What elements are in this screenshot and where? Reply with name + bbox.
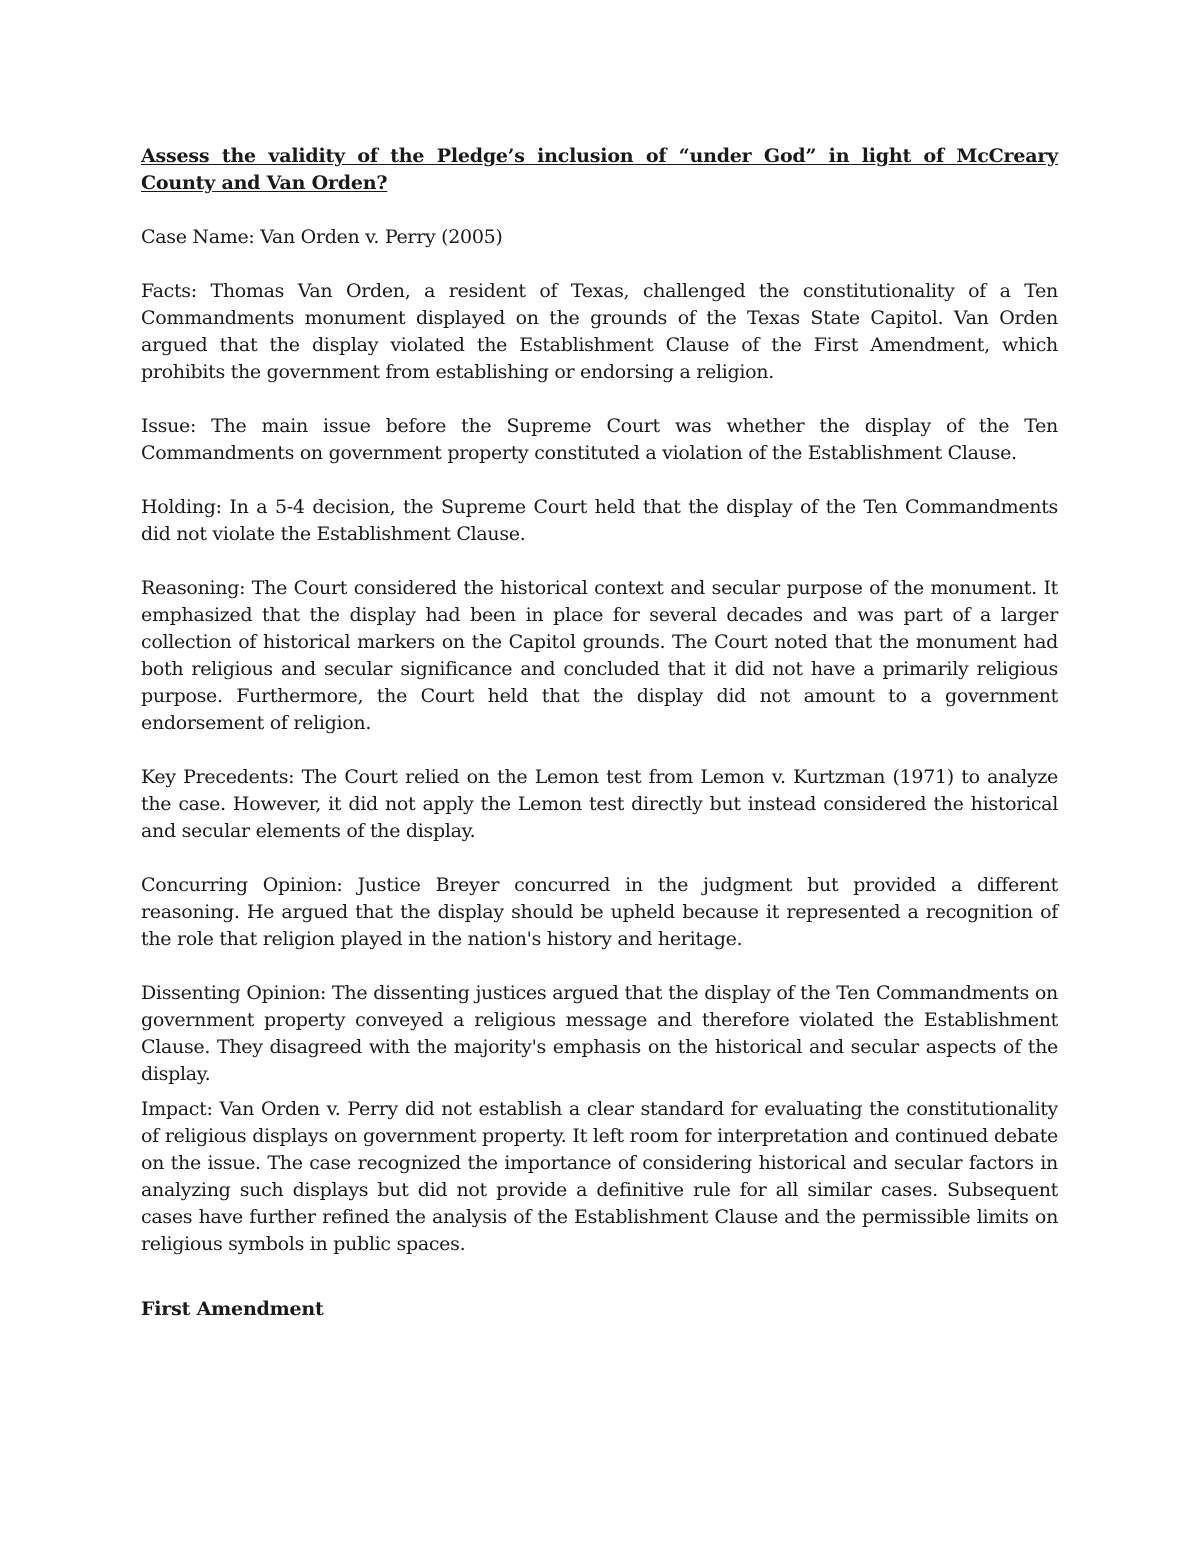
holding-paragraph: Holding: In a 5-4 decision, the Supreme Court held that the display of the Ten Commandments did not violate the Establishment Clause. bbox=[141, 496, 1058, 545]
reasoning-paragraph: Reasoning: The Court considered the historical context and secular purpose of the monument. It emphasized that the display had been in place for several decades and was part of a larger collection of historical markers on the Capitol grounds. The Court noted that the monument had both religious and secular significance and concluded that it did not have a primarily religious purpose. Furthermore, the Court held that the display did not amount to a government endorsement of religion. bbox=[141, 577, 1058, 734]
document-body bbox=[141, 143, 1058, 1323]
issue-paragraph: Issue: The main issue before the Supreme Court was whether the display of the Ten Commandments on government property constituted a violation of the Establishment Clause. bbox=[141, 415, 1058, 464]
concurring-opinion-paragraph: Concurring Opinion: Justice Breyer concurred in the judgment but provided a different reasoning. He argued that the display should be upheld because it represented a recognition of the role that religion played in the nation's history and heritage. bbox=[141, 874, 1058, 950]
dissenting-opinion-paragraph: Dissenting Opinion: The dissenting justices argued that the display of the Ten Commandments on government property conveyed a religious message and therefore violated the Establishment Clause. They disagreed with the majority's emphasis on the historical and secular aspects of the display. bbox=[141, 982, 1058, 1085]
key-precedents-paragraph: Key Precedents: The Court relied on the Lemon test from Lemon v. Kurtzman (1971) to analyze the case. However, it did not apply the Lemon test directly but instead considered the historical and secular elements of the display. bbox=[141, 766, 1058, 842]
impact-paragraph: Impact: Van Orden v. Perry did not establish a clear standard for evaluating the constitutionality of religious displays on government property. It left room for interpretation and continued debate on the issue. The case recognized the importance of considering historical and secular factors in analyzing such displays but did not provide a definitive rule for all similar cases. Subsequent cases have further refined the analysis of the Establishment Clause and the permissible limits on religious symbols in public spaces. bbox=[141, 1098, 1058, 1255]
facts-paragraph: Facts: Thomas Van Orden, a resident of Texas, challenged the constitutionality of a Ten Commandments monument displayed on the grounds of the Texas State Capitol. Van Orden argued that the display violated the Establishment Clause of the First Amendment, which prohibits the government from establishing or endorsing a religion. bbox=[141, 280, 1058, 383]
section-heading-first-amendment: First Amendment bbox=[141, 1298, 324, 1320]
case-name-paragraph: Case Name: Van Orden v. Perry (2005) bbox=[141, 226, 503, 248]
document-title: Assess the validity of the Pledge’s inclusion of “under God” in light of McCreary County and Van Orden? bbox=[141, 145, 1058, 194]
